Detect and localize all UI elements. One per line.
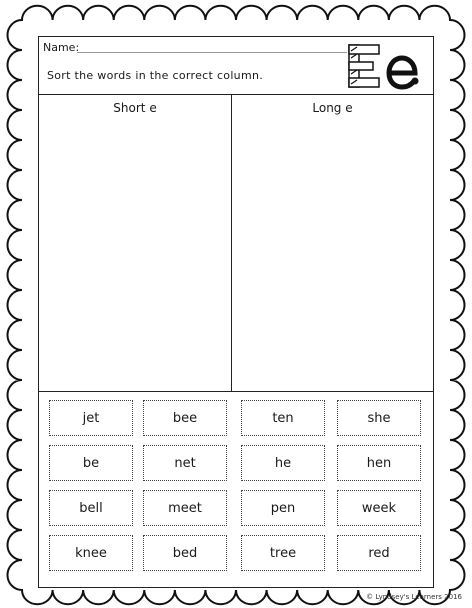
word-tile[interactable]: bed bbox=[143, 535, 227, 571]
copyright-text: © Lyndsey's Learners 2016 bbox=[366, 593, 462, 601]
short-e-column[interactable] bbox=[39, 95, 232, 391]
word-tile[interactable]: jet bbox=[49, 400, 133, 436]
word-tile[interactable]: red bbox=[337, 535, 421, 571]
word-tile[interactable]: she bbox=[337, 400, 421, 436]
word-tile[interactable]: pen bbox=[241, 490, 325, 526]
uppercase-e-glyph bbox=[349, 45, 379, 87]
name-line[interactable] bbox=[77, 52, 347, 53]
long-e-heading: Long e bbox=[312, 101, 353, 115]
word-tile[interactable]: ten bbox=[241, 400, 325, 436]
worksheet-header bbox=[39, 37, 433, 95]
lowercase-e-glyph bbox=[389, 58, 419, 87]
letter-e-logo bbox=[345, 41, 425, 91]
word-tiles-area bbox=[39, 392, 433, 587]
worksheet-page bbox=[38, 36, 434, 588]
word-tile[interactable]: tree bbox=[241, 535, 325, 571]
word-tile[interactable]: meet bbox=[143, 490, 227, 526]
name-label: Name: bbox=[43, 41, 80, 54]
word-tile[interactable]: week bbox=[337, 490, 421, 526]
word-tile[interactable]: bell bbox=[49, 490, 133, 526]
sort-table bbox=[39, 95, 433, 392]
instructions-text: Sort the words in the correct column. bbox=[47, 69, 264, 82]
long-e-column[interactable] bbox=[232, 95, 433, 391]
word-tile[interactable]: hen bbox=[337, 445, 421, 481]
short-e-heading: Short e bbox=[113, 101, 157, 115]
word-tile[interactable]: knee bbox=[49, 535, 133, 571]
word-tile[interactable]: he bbox=[241, 445, 325, 481]
word-tile[interactable]: be bbox=[49, 445, 133, 481]
word-tile[interactable]: net bbox=[143, 445, 227, 481]
word-tile[interactable]: bee bbox=[143, 400, 227, 436]
